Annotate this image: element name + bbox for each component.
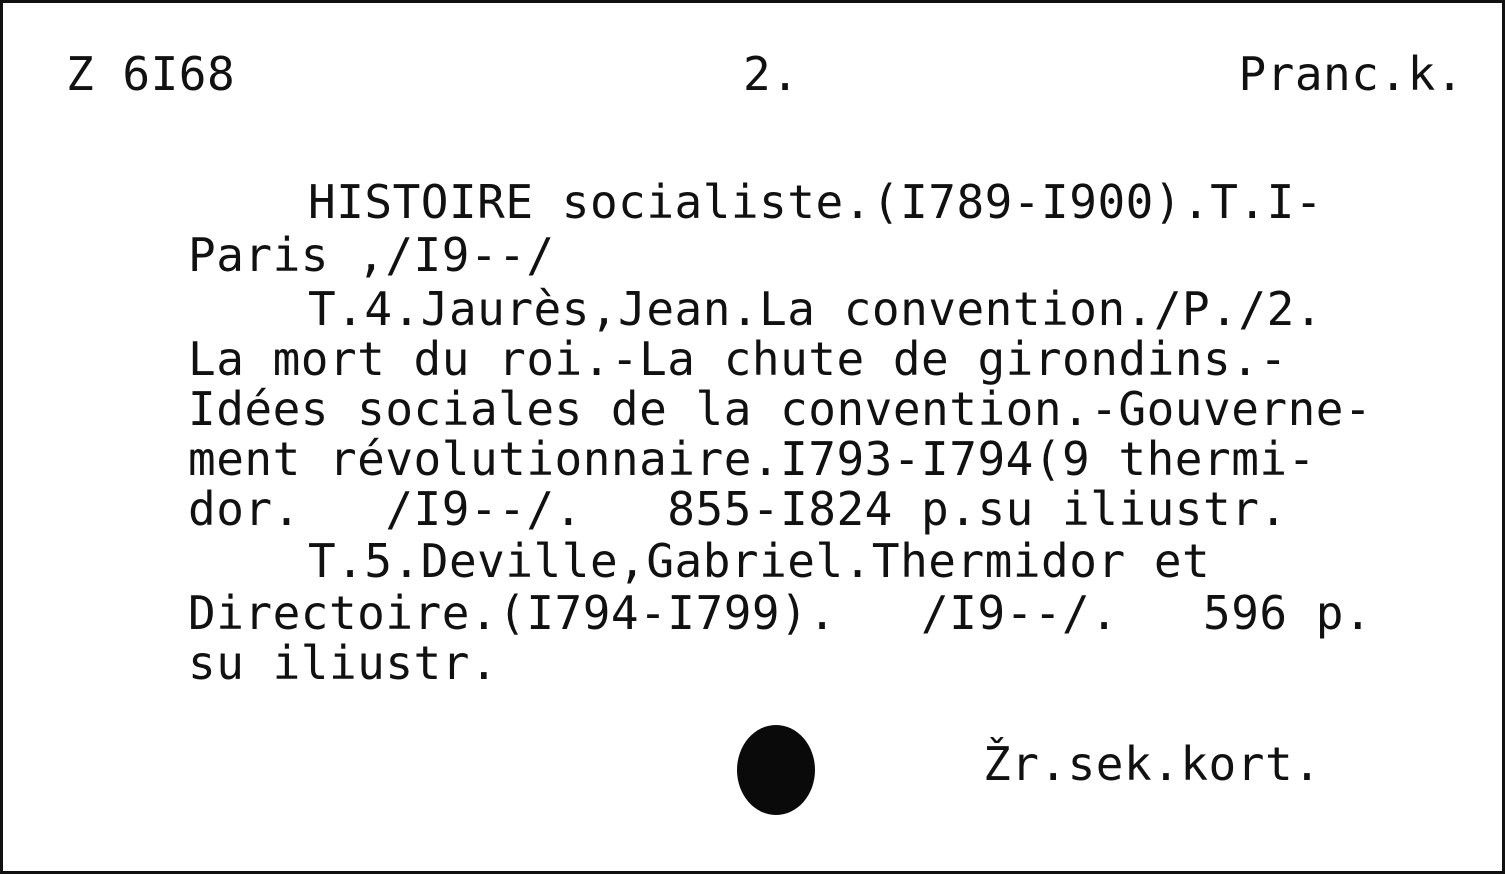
- entry-contents-line: ment révolutionnaire.I793-I794(9 thermi-: [188, 432, 1316, 486]
- card-number: 2.: [743, 47, 800, 101]
- entry-illustrations-line: su iliustr.: [188, 636, 499, 690]
- entry-contents-line: La mort du roi.-La chute de girondins.-: [188, 332, 1288, 386]
- entry-volume-5-line: T.5.Deville,Gabriel.Thermidor et: [308, 534, 1211, 588]
- collection-code: Pranc.k.: [1238, 47, 1464, 101]
- punch-hole: [737, 725, 815, 815]
- see-also-note: Žr.sek.kort.: [983, 737, 1322, 791]
- entry-pagination-line: dor. /I9--/. 855-I824 p.su iliustr.: [188, 482, 1288, 536]
- call-number: Z 6I68: [66, 47, 236, 101]
- entry-volume-5-line: Directoire.(I794-I799). /I9--/. 596 p.: [188, 586, 1373, 640]
- entry-imprint-line: Paris ,/I9--/: [188, 228, 555, 282]
- entry-volume-4-line: T.4.Jaurès,Jean.La convention./P./2.: [308, 282, 1323, 336]
- entry-contents-line: Idées sociales de la convention.-Gouverne-: [188, 382, 1373, 436]
- entry-title-line: HISTOIRE socialiste.(I789-I900).T.I-: [308, 175, 1323, 229]
